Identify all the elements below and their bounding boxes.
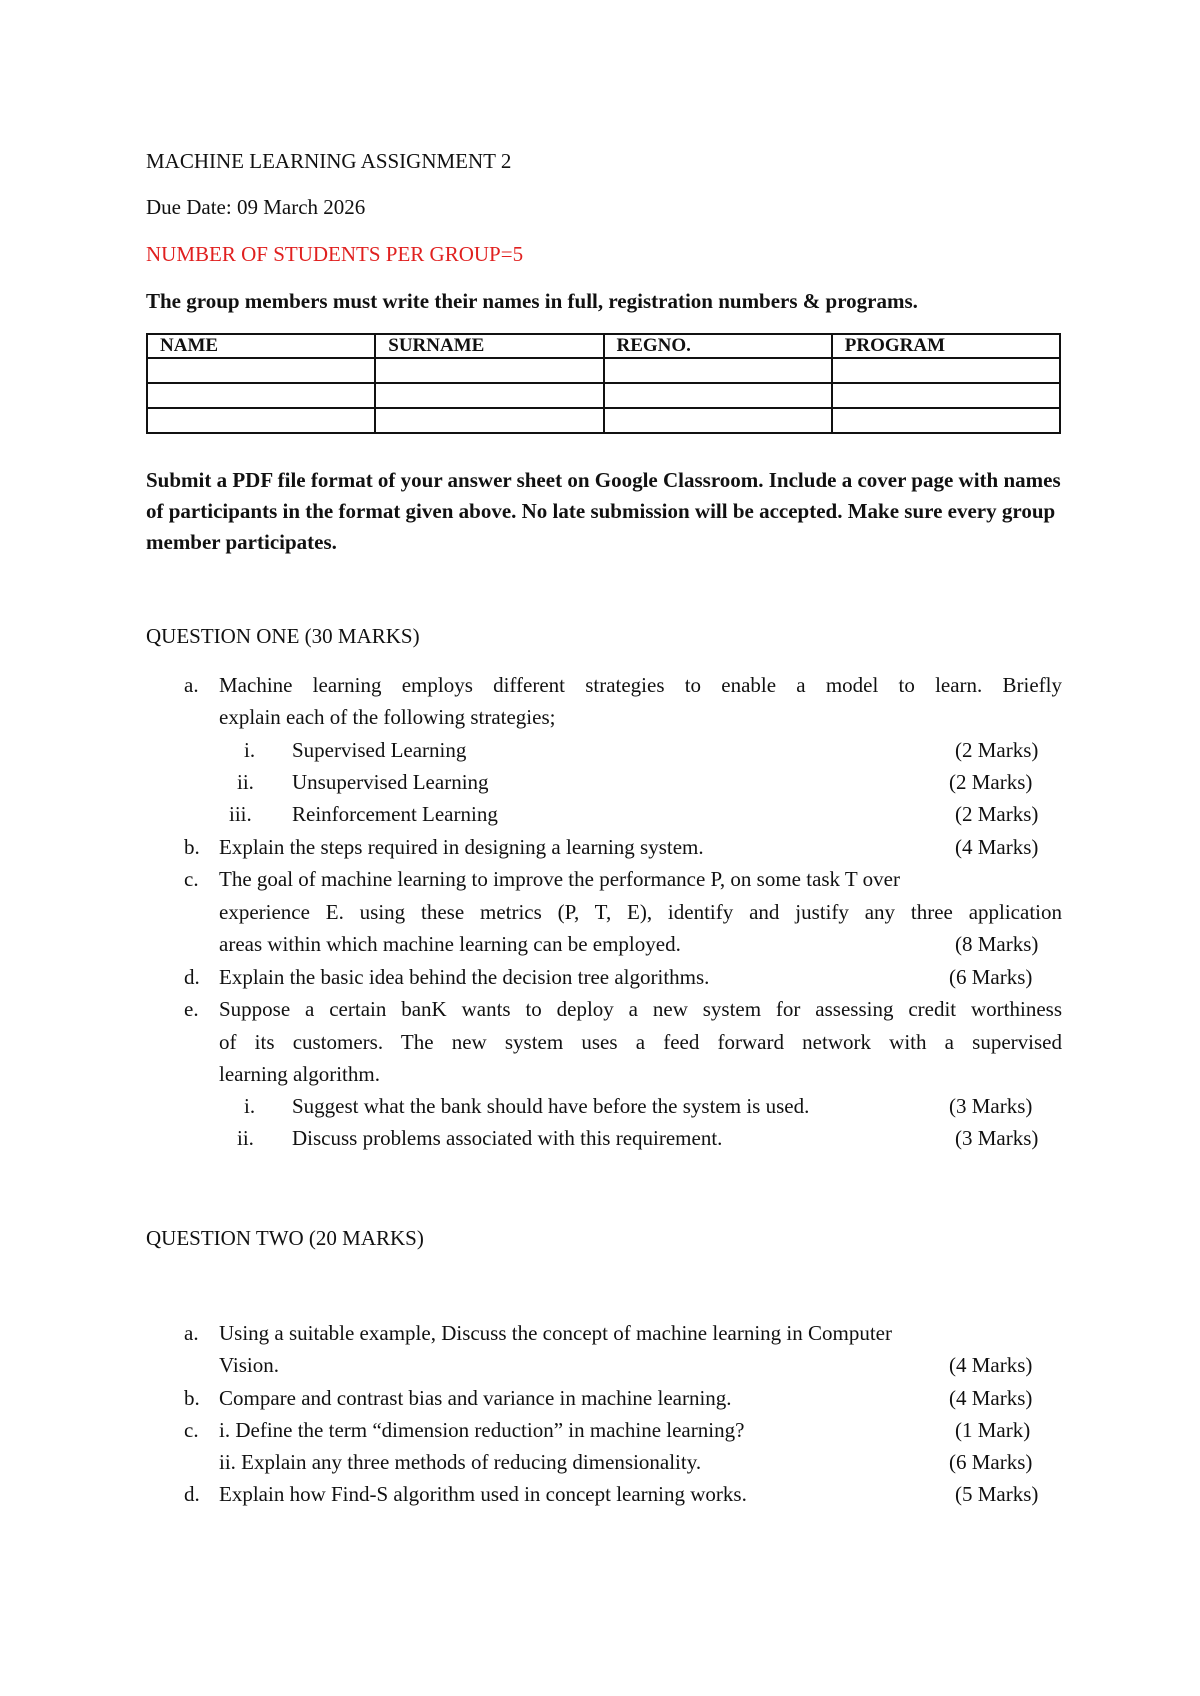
q1-b-marks: (4 Marks) bbox=[955, 835, 1039, 859]
q1-a-ii-num: ii. bbox=[237, 770, 254, 794]
q1-a-iii-marks: (2 Marks) bbox=[955, 802, 1039, 826]
column-header-surname: SURNAME bbox=[375, 334, 603, 358]
q2-b-letter: b. bbox=[184, 1386, 200, 1410]
q1-e-ii-text: Discuss problems associated with this requirement. bbox=[292, 1126, 723, 1150]
q1-a-line2: explain each of the following strategies; bbox=[219, 705, 556, 729]
table-cell[interactable] bbox=[604, 358, 832, 383]
table-cell[interactable] bbox=[832, 358, 1060, 383]
table-cell[interactable] bbox=[375, 358, 603, 383]
table-cell[interactable] bbox=[832, 383, 1060, 408]
q1-e-line3: learning algorithm. bbox=[219, 1062, 380, 1086]
column-header-regno: REGNO. bbox=[604, 334, 832, 358]
q1-d-letter: d. bbox=[184, 965, 200, 989]
q1-a-ii-text: Unsupervised Learning bbox=[292, 770, 489, 794]
q2-d-marks: (5 Marks) bbox=[955, 1482, 1039, 1506]
q1-e-letter: e. bbox=[184, 997, 199, 1021]
table-cell[interactable] bbox=[604, 408, 832, 433]
q2-b-text: Compare and contrast bias and variance in machine learning. bbox=[219, 1386, 732, 1410]
q2-a-line2: Vision. bbox=[219, 1353, 279, 1377]
q1-e-ii-num: ii. bbox=[237, 1126, 254, 1150]
table-cell[interactable] bbox=[604, 383, 832, 408]
q1-a-line1: Machine learning employs different strategies to enable a model to learn. Briefly bbox=[219, 673, 1062, 697]
table-cell[interactable] bbox=[147, 408, 375, 433]
q1-a-letter: a. bbox=[184, 673, 199, 697]
q1-c-letter: c. bbox=[184, 867, 199, 891]
q1-e-line1: Suppose a certain banK wants to deploy a new system for assessing credit worthiness bbox=[219, 997, 1062, 1021]
due-date: Due Date: 09 March 2026 bbox=[146, 195, 366, 219]
q1-b-text: Explain the steps required in designing a learning system. bbox=[219, 835, 704, 859]
column-header-name: NAME bbox=[147, 334, 375, 358]
question-two-heading: QUESTION TWO (20 MARKS) bbox=[146, 1226, 424, 1250]
q1-d-marks: (6 Marks) bbox=[949, 965, 1033, 989]
q1-c-marks: (8 Marks) bbox=[955, 932, 1039, 956]
q1-d-text: Explain the basic idea behind the decision tree algorithms. bbox=[219, 965, 710, 989]
submission-note: Submit a PDF file format of your answer sheet on Google Classroom. Include a cover page with names of participants in the format given above. No late submission will be accepted. Make sure every group member participates. bbox=[146, 468, 1061, 554]
q1-a-ii-marks: (2 Marks) bbox=[949, 770, 1033, 794]
q2-a-marks: (4 Marks) bbox=[949, 1353, 1033, 1377]
table-cell[interactable] bbox=[375, 383, 603, 408]
q2-c-marks1: (1 Mark) bbox=[955, 1418, 1031, 1442]
q2-c-line1: i. Define the term “dimension reduction” in machine learning? bbox=[219, 1418, 745, 1442]
q1-e-i-text: Suggest what the bank should have before the system is used. bbox=[292, 1094, 810, 1118]
q2-c-letter: c. bbox=[184, 1418, 199, 1442]
q2-b-marks: (4 Marks) bbox=[949, 1386, 1033, 1410]
question-one-heading: QUESTION ONE (30 MARKS) bbox=[146, 624, 420, 648]
students-per-group: NUMBER OF STUDENTS PER GROUP=5 bbox=[146, 242, 524, 266]
group-instruction: The group members must write their names in full, registration numbers & programs. bbox=[146, 289, 918, 313]
q2-c-marks2: (6 Marks) bbox=[949, 1450, 1033, 1474]
q1-a-iii-num: iii. bbox=[229, 802, 252, 826]
assignment-title: MACHINE LEARNING ASSIGNMENT 2 bbox=[146, 149, 512, 173]
table-row bbox=[147, 408, 1060, 433]
q1-e-line2: of its customers. The new system uses a feed forward network with a supervised bbox=[219, 1030, 1062, 1054]
q1-a-i-num: i. bbox=[244, 738, 256, 762]
q2-a-line1: Using a suitable example, Discuss the concept of machine learning in Computer bbox=[219, 1321, 892, 1345]
q1-e-i-num: i. bbox=[244, 1094, 256, 1118]
table-cell[interactable] bbox=[832, 408, 1060, 433]
table-cell[interactable] bbox=[375, 408, 603, 433]
q2-d-letter: d. bbox=[184, 1482, 200, 1506]
q1-e-i-marks: (3 Marks) bbox=[949, 1094, 1033, 1118]
q1-c-line2: experience E. using these metrics (P, T, E), identify and justify any three application bbox=[219, 900, 1062, 924]
table-row bbox=[147, 358, 1060, 383]
q1-e-ii-marks: (3 Marks) bbox=[955, 1126, 1039, 1150]
table-cell[interactable] bbox=[147, 358, 375, 383]
q2-a-letter: a. bbox=[184, 1321, 199, 1345]
table-row bbox=[147, 383, 1060, 408]
q1-c-line1: The goal of machine learning to improve the performance P, on some task T over bbox=[219, 867, 900, 891]
column-header-program: PROGRAM bbox=[832, 334, 1060, 358]
members-table bbox=[146, 333, 1061, 434]
q1-c-line3: areas within which machine learning can be employed. bbox=[219, 932, 681, 956]
q1-a-iii-text: Reinforcement Learning bbox=[292, 802, 498, 826]
q1-a-i-text: Supervised Learning bbox=[292, 738, 467, 762]
q1-a-i-marks: (2 Marks) bbox=[955, 738, 1039, 762]
q1-b-letter: b. bbox=[184, 835, 200, 859]
q2-c-line2: ii. Explain any three methods of reducing dimensionality. bbox=[219, 1450, 702, 1474]
table-cell[interactable] bbox=[147, 383, 375, 408]
q2-d-text: Explain how Find-S algorithm used in concept learning works. bbox=[219, 1482, 747, 1506]
